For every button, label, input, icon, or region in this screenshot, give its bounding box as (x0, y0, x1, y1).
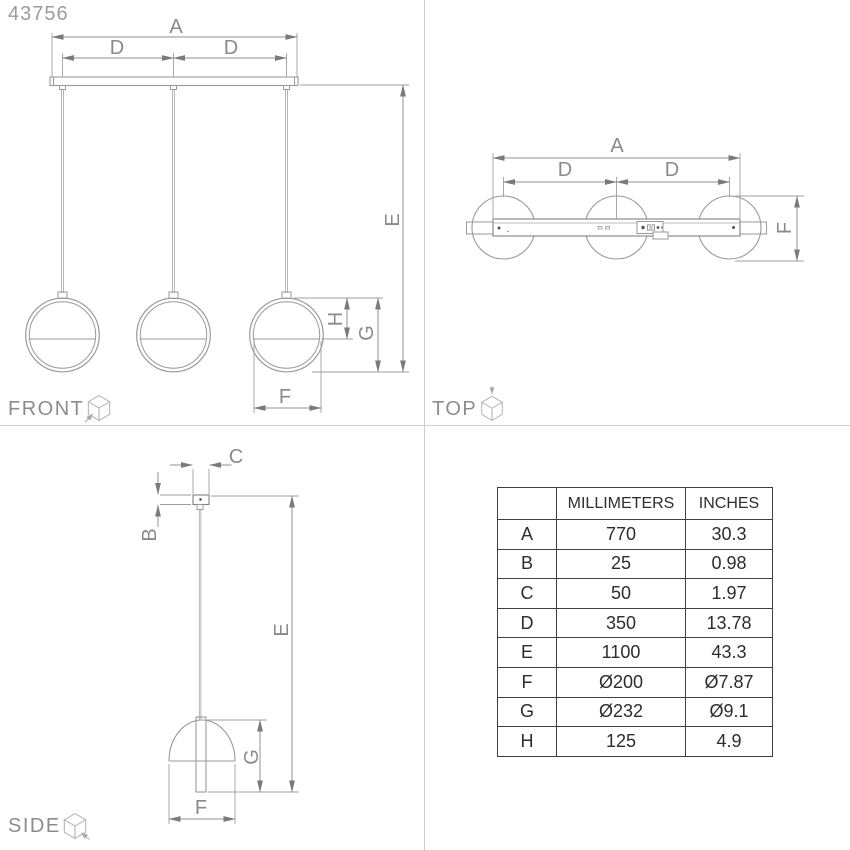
top-dim-label-d2: D (664, 159, 680, 181)
front-pendant-3 (250, 292, 324, 372)
side-dim-label-e: E (271, 623, 293, 637)
table-row (498, 727, 773, 757)
side-suspension-wire (199, 510, 201, 721)
row-name: H (498, 727, 557, 757)
front-dim-label-d1: D (109, 37, 125, 59)
row-in: 43.3 (686, 638, 773, 668)
front-dim-label-d2: D (223, 37, 239, 59)
top-dim-label-d1: D (557, 159, 573, 181)
product-code: 43756 (8, 3, 69, 25)
row-mm: Ø200 (557, 667, 686, 697)
front-dim-label-a: A (169, 16, 183, 38)
front-hanger-left (60, 86, 66, 90)
front-dim-label-e: E (382, 213, 404, 227)
table-row (498, 697, 773, 727)
row-in: 13.78 (686, 608, 773, 638)
table-header-row (498, 488, 773, 520)
row-mm: 1100 (557, 638, 686, 668)
row-name: E (498, 638, 557, 668)
front-dim-label-f: F (278, 386, 292, 408)
row-name: C (498, 579, 557, 609)
header-millimeters: MILLIMETERS (557, 488, 686, 520)
side-shade-dome (169, 720, 235, 761)
row-name: A (498, 520, 557, 550)
row-mm: 50 (557, 579, 686, 609)
row-mm: 25 (557, 549, 686, 579)
side-dim-label-g: G (241, 749, 263, 765)
side-view-cube-icon (60, 810, 90, 842)
row-mm: Ø232 (557, 697, 686, 727)
row-name: B (498, 549, 557, 579)
table-row (498, 520, 773, 550)
header-inches: INCHES (686, 488, 773, 520)
front-hanger-right (284, 86, 290, 90)
side-ring-edge (196, 717, 206, 792)
front-hanger-center (171, 86, 177, 90)
table-row (498, 549, 773, 579)
row-in: 4.9 (686, 727, 773, 757)
side-dim-label-b: B (139, 528, 161, 542)
side-hanger (197, 505, 203, 510)
side-dim-label-c: C (228, 446, 244, 468)
row-mm: 350 (557, 608, 686, 638)
side-view-label: SIDE (8, 815, 61, 837)
front-pendant-1 (26, 292, 100, 372)
table-row (498, 579, 773, 609)
front-pendant-2 (137, 292, 211, 372)
front-view-drawing (0, 0, 425, 425)
table-row (498, 638, 773, 668)
row-in: Ø9.1 (686, 697, 773, 727)
top-view-cube-icon (477, 386, 507, 422)
row-mm: 125 (557, 727, 686, 757)
row-in: 0.98 (686, 549, 773, 579)
row-in: 1.97 (686, 579, 773, 609)
front-dim-label-g: G (356, 325, 378, 341)
side-view-drawing (0, 425, 425, 850)
front-view-label: FRONT (8, 398, 85, 420)
top-dim-label-a: A (610, 135, 624, 157)
row-name: G (498, 697, 557, 727)
row-in: Ø7.87 (686, 667, 773, 697)
row-mm: 770 (557, 520, 686, 550)
top-dim-label-f: F (774, 221, 796, 235)
front-suspension-wires (62, 90, 288, 294)
side-dim-label-f: F (194, 797, 208, 819)
top-view-label: TOP (432, 398, 478, 420)
table-row (498, 608, 773, 638)
top-bar (493, 219, 740, 236)
row-name: F (498, 667, 557, 697)
header-blank (498, 488, 557, 520)
front-ceiling-bar (50, 77, 298, 86)
top-view-drawing (425, 0, 850, 425)
front-dim-label-h: H (325, 311, 347, 327)
front-view-cube-icon (84, 392, 114, 424)
row-in: 30.3 (686, 520, 773, 550)
table-row (498, 667, 773, 697)
dimension-table (497, 487, 773, 757)
row-name: D (498, 608, 557, 638)
